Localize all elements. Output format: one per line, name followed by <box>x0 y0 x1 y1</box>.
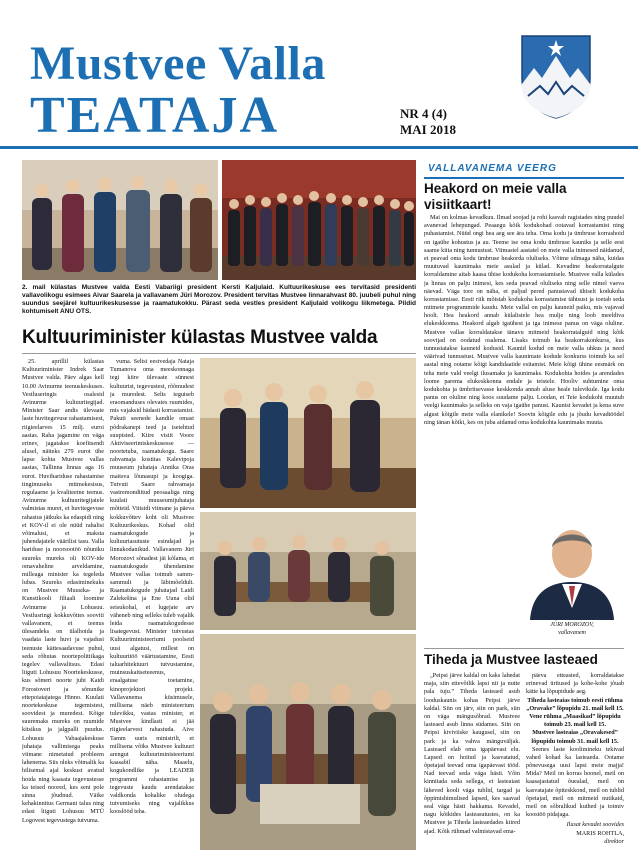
editorial-body-wrap <box>424 214 624 514</box>
photo-minister-meeting-2 <box>200 512 416 630</box>
editorial-body: Mai on kolmas kevadkuu. Ilmad soojad ja rohi kasvab ragistades ning puudel avanevad lehepungad. Peaaegu kõik kodukohad ootavad korrastamist ning puhastamist. Nüüd ongi hea aeg see ära teha. Oma kodu ja ümbruse korrashoid on igaühe kohustus ja au. Teeme ise oma kodu ümbruse kauniks ja selle eest saame kiita ning tunnustust. Viimastel aastatel on meie valla inimesed näidanud, et peavad oma kodu ümbruse heakorda oluliseks. Võime silmaga näha, kuidas muutuvad kaunimaks meie asulad ja külad. Kevadine heakorratalgute korraldamine aitab kaasa ühise kodukoha korrastamisele. Mustvee valla külades ja linnas on palju inimesi, kes seda peavad oluliseks ning selle nimel vaeva näevad. Väga tore on näha, et paljud pered panustavad ühiselt kodukoha korrastamisse. Eesti riik mõistab kodukoha korrastamise tähtsust ja toetab seda mitmete programmide kaudu. Meie vallal on palju kauneid paiku, mis vajavad hoolt. Hea heakord annab külalistele hea mulje ning loob meeldiva elukeskkonna. Heakord algab igaühest ja iga inimese panus on väga oluline. Mustvee vallas korraldatakse tänavu mitmeid heakorratalguid ning kõik soovijad on oodatud osalema. Lisaks toimub ka heakorrakonkurss, kus tunnustatakse kauneid kodusid. Kaunid kodud on meie valla uhkus ja need väärivad tunnustust. Mustvee valla kaunimate kodude konkurss toimub ka sel aastal ning ootame kõigi kandidaatide esitamist. Meie kõigi ühine eesmärk on teha meie vald veelgi ilusamaks ja kaunimaks. Kodukohta hoides ja arendades loome parema elukeskkonna endale ja teistele. Hooliv suhtumine oma kodukohta ja ümbritsevasse keskkonda annab aluse heale tulevikule. Iga kodu panus on oluline ning koos suudame palju. Loodan, et Teie kodukoht muutub veelgi kaunimaks ja selleks on vaja igaühe panust. Kaunist kevadet ja kena suve algust kõigile meie valla elanikele! Soovin kõigile edu ja jõudu kevadtöödel ning tänan kõiki, kes on juba aidanud oma kodukohta kaunimaks muuta. <box>424 214 624 426</box>
kindergarten-col2-tail: Seenes laste koolimineku tekivad vahed kohad ka lasteaeda. Ootame põnevusega uusi lapsi meie majja! Mida? Meil on korras hoonel, meil on kaasajastatud õuealad, meil on kasvatajate õpiteskkond, meil on tublid õpetajad, meil on mitmeid nutikaid, meil on sõbralikud kuthed ja toimiv koostöö pidajaga. <box>526 745 624 819</box>
kindergarten-col1 <box>424 672 520 850</box>
editorial-headline: Heakord on meie valla visiitkaart! <box>424 181 567 212</box>
main-article-col2 <box>110 358 194 848</box>
editorial-body-lower-wrap <box>424 514 516 636</box>
masthead-rule <box>0 146 638 149</box>
kindergarten-signoff-name: MARIS ROHTLA, <box>576 829 624 837</box>
photo-hall-group <box>222 160 416 280</box>
kindergarten-schedule-3: Mustvee lasteaias „Oravakesed” lõpupidu toimub 31. mail kell 15. <box>531 729 619 745</box>
issue-number: NR 4 (4) <box>400 106 447 121</box>
main-article-col2-text: vuma. Seltsi eestvedaja Nataja Tumanova oma meeskonnaga tegi kiire ülevaate sünnest kultuurist, tegevustest, rõõmudest ja muredest. Selts tegutseb eraomanduses olevates ruumides, mis vajaksid hädasti korrastamist. Pakuti seenede kandile omast põdrakanepi teed ja isetehtud suupisted. Kiire visiit Voore Aktiviseerimiskeskusesse — noortetuba, raamatukogu. Saare rahvamaja kostitas Kalevipoja muuseum juhataja Annika Oras maitsva lõunasupi ja koogiga. Tutvuti Saare rahvamaja vastremondiitud peosaaliga ning kuulati muuseumijuhataja mõtteid. Viitsidi viimane ja päeva kokkuvõttev koht oli Mustvee Kultuurikeskus. Kohad olid raamatukogude ja kultuuriasutuste esindajad ja linnakodanikud. Vallavanem Jüri Morozovi sõnadest jäi kõlama, et raamatukogude ühendamine Mustvee vallas toimub samm-sammult ja läbimõeldult. Raamatukogude juhatajad Laidi Zalekešina ja Ene Uuna olid seisukohal, et lugejate arv väheneb ning selleks tuleb vajalik leida raamatukogudesse lisategevust. Minister tutvustas Kultuuriministeeriumi poolseid uusi algatusi, millest on kultuuritöö väärtustamine, Eesti taluarhitektuuri tutvustamine, muinsuskaitseteeenus, eraalgatuse toetamine, kinoprojektori projekt. Vallavanema küsimusele, millisena näeb ministeerium tulevikku, vastas minister, et Mustvee kindlasti ei jää riigieelarvest rahastuda. Aive Tamm uuris ministrilt, et millisena võiks Mustvee kultuuri arengut kultuuriministeeriumi kaasabil näha. Maaelu, kogukondlike ja LEADER programmi rahastamise ja tegevuste kaudu arendatakse valdkonda kohalike oludega tutvumiseks ning vajalikkus kooslööd teha. <box>110 358 194 816</box>
main-article-col1-text: 25. aprillil külastas Kultuuriminister Indrek Saar Mustvee valda. Päev algas kell 10.00 Avinurme teenuskeskuses. Vestluseringis osalesid Avinurme kultuuritegijad. Minister Saar andis ülevaate laste huvitegevuse rahastamisest, riigieelarves 15 milj. euroi aastas. Raha jagamine on väga erinev, jagatakse koefitsendi alusel, näiteks 279 eurot ühe lapse kohta Mustvee vallas aastas, Tallinna linnas aga 16 eurot. Huvihariduse rahastamise tingimuseks mitmekesisus, regulaarne ja kvaliteetne teenus. Avinurme kultuuritegijatele valmistas muret, et huvitegevuse rahastus jätkuks ka edaspidi ning et KOV-il ei ole nüüd rahalisi võimalusi, et maksta juhendajatele väärilist tasu. Valla hariduse ja noorsootöö nõuniku suureks mureks oli KOV-ide omavaheline arveldamine, milleaga minister ka tegeleda lubas. Suureks edasiminekuks on Mustvee Muusika- ja Kunstikooli filiaali loomine Avinurme ja Lohusuu. Vestlusringi kokkuvõttes sooviti vallavanem, et teenus ülesandeks on ülalhoida ja vaadata laste huvi ja vajadusi teenuste kättesaadavuse puhul, seda rõhutas noortepolitiikaga tegelev vallavalitsus. Edasi liiguti Lohusuu Noortekeskusse, kus sõmeri noorte juhi Kaidi Forostoveri ja sõnunike ettepoiatajatega Hinno. Kuulati noortekeskuse tegemistest, soovidest ja muredest. Kõige suuremaks mureks on ruumide kitsikus ja jalgpalli puudus. Lohusuu Vabaajakeskuse juhataja vallimisega peaks viimane nimetatud probleem lahenema. Siis oleks võimalik ka hilisemal ajal keskust avatud hoida ning kaasata tegevustesse ka teised noored, kes seni pole sinna jõudnud. Väike kehakinnitus Germani talus ning edasi liiguti Lohusuu MTÜ Logovest tegevustega tutvuma. <box>22 358 104 824</box>
coat-of-arms-icon <box>520 34 592 120</box>
editorial-author-name: JÜRI MOROZOV, <box>550 622 594 628</box>
kindergarten-rule <box>424 648 624 649</box>
kindergarten-headline: Tiheda ja Mustvee lasteaed <box>424 652 598 667</box>
photo-president-group <box>22 160 218 280</box>
masthead-title-line1: Mustvee Valla <box>30 37 326 90</box>
kindergarten-signoff-role: direktor <box>604 837 624 845</box>
editorial-author-role: vallavanem <box>558 630 586 636</box>
kindergarten-col2-text: päeva etteasted, korraldatakse erinevad üritused ja kohe-kohe jõuab kätte ka lõpupidude aeg. <box>526 672 624 696</box>
main-article-col1 <box>22 358 104 848</box>
kindergarten-col2 <box>526 672 624 850</box>
kindergarten-closing: Ilusat kevadet soovides <box>566 821 624 829</box>
issue-date: MAI 2018 <box>400 122 456 137</box>
editorial-section-title: VALLAVANEMA VEERG <box>428 163 557 174</box>
kindergarten-col1-text: „Peipsi järve kaldal on kaks lahedat maja, siin ettevõtlik lapsi nii ja nutte pala tuju.” Tiheda lasteaed asub looduskaunis kohas Peipsi järve kaldal. Siin on järv, siin on park, siin on väga mängusõbrad. Mustvee lasteaed asub linna südames. Siin on Peipsi kiviviiske kaugusel, siin on park ja ka vahva mänguväljak. Lasteaed elab oma igapäevast elu. Lapsed on hoitud ja kasvatatud, õpetajad teevad oma igapäevast tööd. Nad teevad seda väga hästi. Võin kinnitada seda sellega, et lasteaiast läheved kooli väga tublid, targad ja õppimishimulised lapsed, kes saavad seal väga hästi hakkama. Kevadel, nagu kõikides lasteasutustes, on ka Mustvee ja Tiheda lasteaedades kiired ajad. Kõik rühmad valmistavad ema- <box>424 672 520 835</box>
masthead-title-line2: TEATAJA <box>30 87 279 144</box>
photo-minister-meeting-3 <box>200 634 416 850</box>
kindergarten-schedule-2: Vene rühma „Maasikad” lõpupidu toimub 23. mail kell 15. <box>529 712 621 729</box>
photo-minister-meeting-1 <box>200 358 416 508</box>
kindergarten-schedule-1: Tiheda lasteaias toimub eesti rühma „Oravake” lõpupidu 21. mail kell 15. <box>526 696 624 712</box>
main-article-rule <box>22 353 416 354</box>
editorial-section-rule <box>424 177 624 179</box>
top-photo-caption: 2. mail külastas Mustvee valda Eesti Vabariigi president Kersti Kaljulaid. Kultuurikeskuse ees tervitasid presidenti vallavolikogu esimees Aivar Saarela ja vallavanem Jüri Morozov. President tervitas Mustvee linnarahvast 80. juubeli puhul ning suundus seejärel kultuurikeskusesse ja raamatukokku. Pärast seda vestles president Kaljulaid volikogu liikmetega. Pildid kohtumiselt ANU OTS. <box>22 284 416 316</box>
main-article-headline: Kultuuriminister külastas Mustvee valda <box>22 327 378 348</box>
photo-mayor-portrait <box>520 508 624 620</box>
